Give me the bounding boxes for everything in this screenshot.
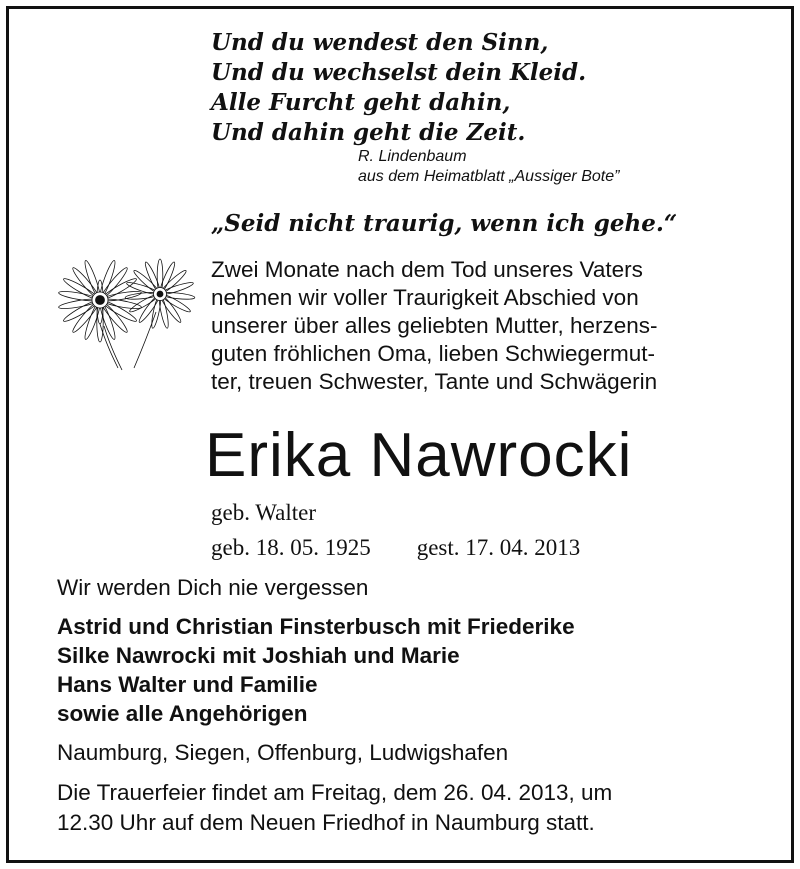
poem-line-1: Und du wendest den Sinn, xyxy=(211,29,549,56)
poem-line-4: Und dahin geht die Zeit. xyxy=(211,119,526,146)
deceased-name: Erika Nawrocki xyxy=(205,421,633,490)
funeral-info xyxy=(57,778,612,838)
daisy-flowers-icon xyxy=(48,248,196,372)
poem-author: R. Lindenbaum xyxy=(358,148,467,165)
places-line: Naumburg, Siegen, Offenburg, Ludwigshafen xyxy=(57,740,509,765)
mourners-list xyxy=(57,612,575,728)
mourner-line: Silke Nawrocki mit Joshiah und Marie xyxy=(57,643,460,668)
funeral-line: Die Trauerfeier findet am Freitag, dem 26. 04. 2013, um xyxy=(57,780,613,805)
intro-line: guten fröhlichen Oma, lieben Schwiegermut- xyxy=(211,341,655,366)
intro-text xyxy=(211,256,658,396)
poem-source: aus dem Heimatblatt „Aussiger Bote” xyxy=(358,168,620,185)
birth-name: geb. Walter xyxy=(211,500,317,525)
poem-line-3: Alle Furcht geht dahin, xyxy=(211,89,511,116)
poem xyxy=(211,28,586,148)
quote: „Seid nicht traurig, wenn ich gehe.“ xyxy=(211,210,678,237)
poem-attribution xyxy=(358,147,619,187)
death-date: gest. 17. 04. 2013 xyxy=(416,535,581,560)
remembrance-line: Wir werden Dich nie vergessen xyxy=(57,575,369,600)
funeral-line: 12.30 Uhr auf dem Neuen Friedhof in Naumburg statt. xyxy=(57,810,595,835)
poem-line-2: Und du wechselst dein Kleid. xyxy=(211,59,587,86)
intro-line: ter, treuen Schwester, Tante und Schwägerin xyxy=(211,369,658,394)
intro-line: nehmen wir voller Traurigkeit Abschied von xyxy=(211,285,639,310)
mourner-line: Astrid und Christian Finsterbusch mit Friederike xyxy=(57,614,575,639)
intro-line: unserer über alles geliebten Mutter, herzens- xyxy=(211,313,658,338)
life-dates xyxy=(211,535,580,561)
intro-line: Zwei Monate nach dem Tod unseres Vaters xyxy=(211,257,643,282)
mourner-line: sowie alle Angehörigen xyxy=(57,701,308,726)
mourner-line: Hans Walter und Familie xyxy=(57,672,318,697)
birth-date: geb. 18. 05. 1925 xyxy=(211,535,371,560)
